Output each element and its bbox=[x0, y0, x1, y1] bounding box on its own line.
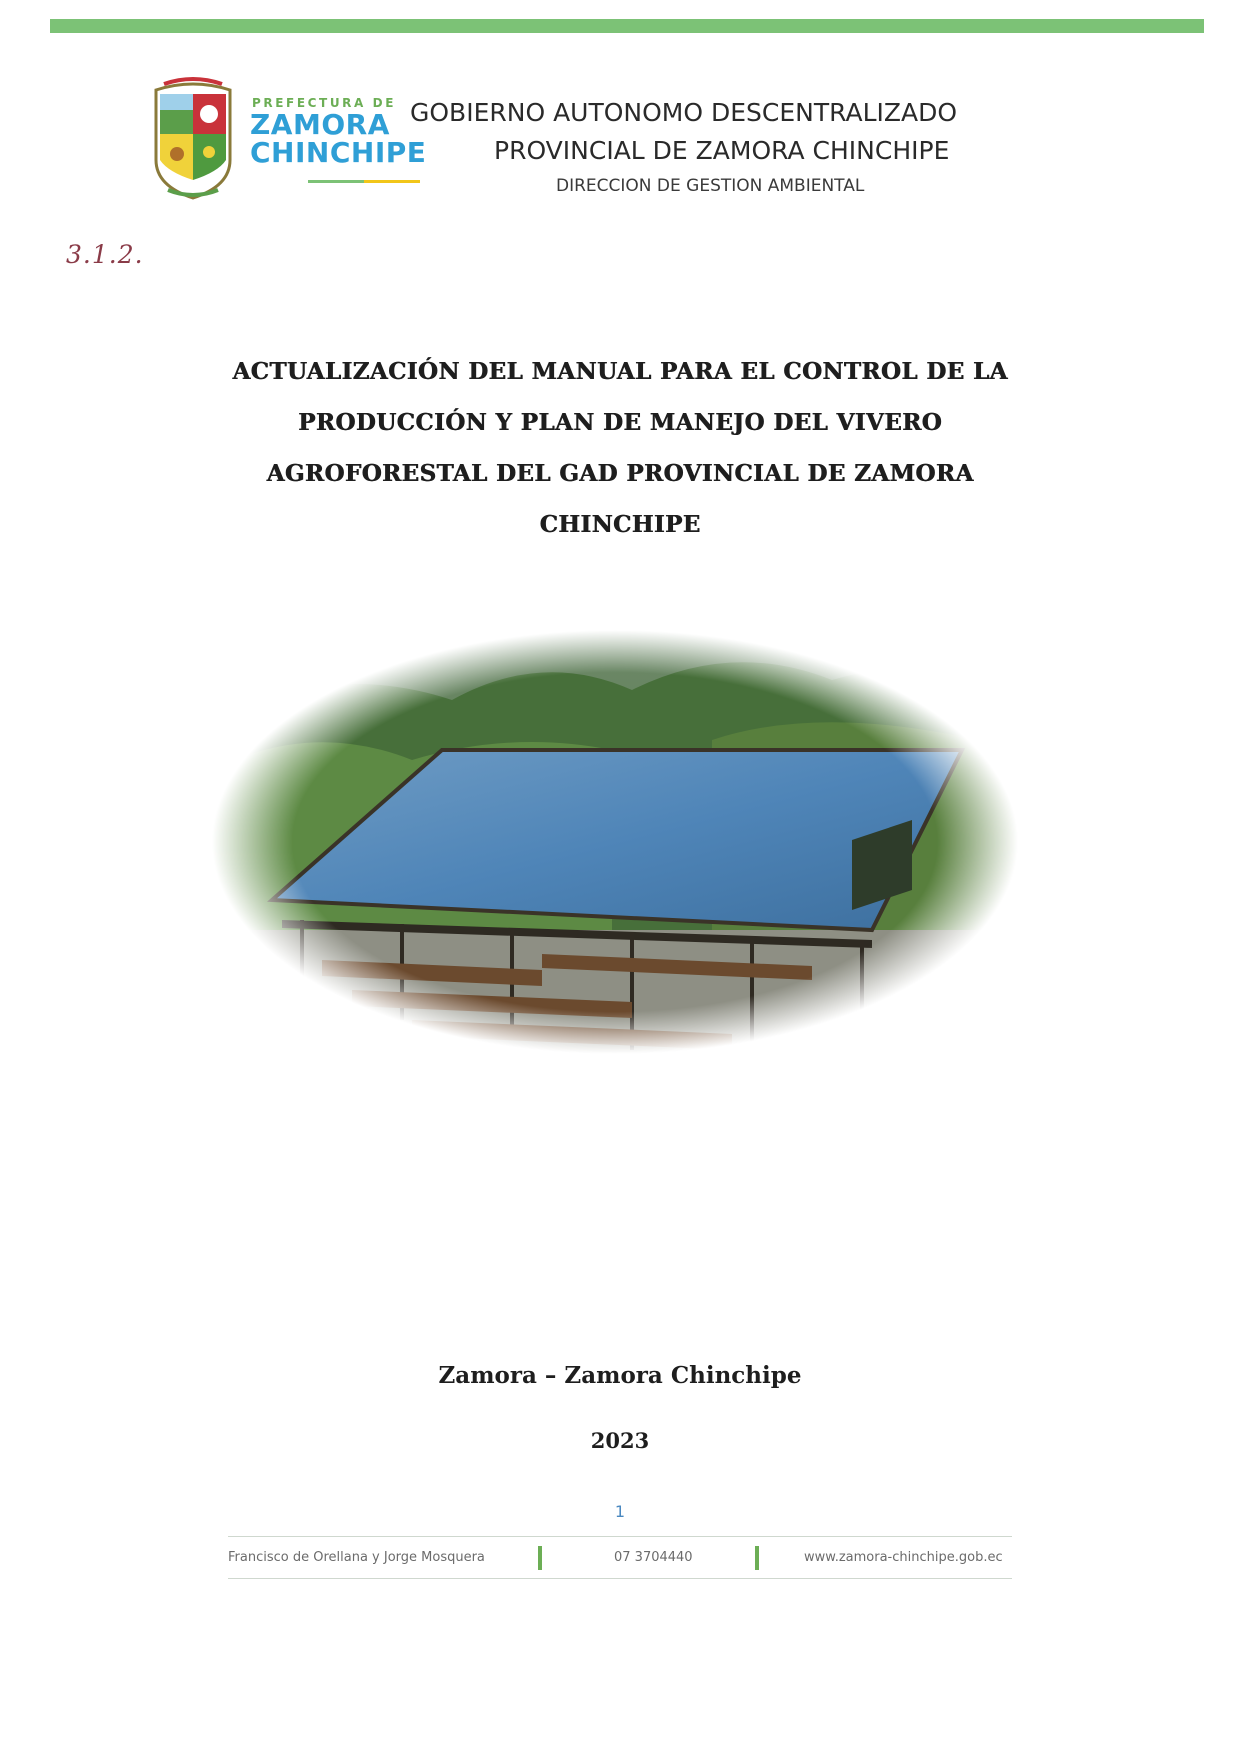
nursery-photo bbox=[212, 630, 1018, 1054]
document-place: Zamora – Zamora Chinchipe bbox=[438, 1362, 802, 1389]
footer-separator bbox=[538, 1546, 542, 1570]
prefectura-logo bbox=[150, 76, 427, 204]
logo-prefectura-label: PREFECTURA DE bbox=[252, 96, 397, 110]
logo-underline bbox=[308, 180, 420, 183]
coat-of-arms-icon bbox=[150, 76, 236, 202]
footer-separator bbox=[755, 1546, 759, 1570]
logo-chinchipe-wordmark: CHINCHIPE bbox=[250, 136, 427, 169]
footer-divider-bottom bbox=[228, 1578, 1012, 1579]
footer-address: Francisco de Orellana y Jorge Mosquera bbox=[228, 1550, 485, 1565]
document-title bbox=[200, 346, 1040, 550]
logo-zamora-wordmark: ZAMORA bbox=[250, 108, 390, 141]
document-year: 2023 bbox=[590, 1428, 650, 1453]
handwritten-annotation: 3.1.2. bbox=[66, 240, 144, 269]
footer-phone: 07 3704440 bbox=[614, 1550, 693, 1565]
title-line-2: PRODUCCIÓN Y PLAN DE MANEJO DEL VIVERO bbox=[298, 409, 942, 436]
title-line-1: ACTUALIZACIÓN DEL MANUAL PARA EL CONTROL DE LA bbox=[232, 358, 1008, 385]
page-number: 1 bbox=[614, 1502, 626, 1521]
top-accent-bar bbox=[50, 19, 1204, 33]
title-line-3: AGROFORESTAL DEL GAD PROVINCIAL DE ZAMORA bbox=[266, 460, 974, 487]
footer-website-link[interactable]: www.zamora-chinchipe.gob.ec bbox=[804, 1550, 1003, 1565]
header-department: DIRECCION DE GESTION AMBIENTAL bbox=[556, 176, 865, 196]
title-line-4: CHINCHIPE bbox=[539, 511, 701, 538]
header-line-2: PROVINCIAL DE ZAMORA CHINCHIPE bbox=[494, 136, 950, 165]
header-line-1: GOBIERNO AUTONOMO DESCENTRALIZADO bbox=[410, 98, 958, 127]
footer-divider-top bbox=[228, 1536, 1012, 1537]
